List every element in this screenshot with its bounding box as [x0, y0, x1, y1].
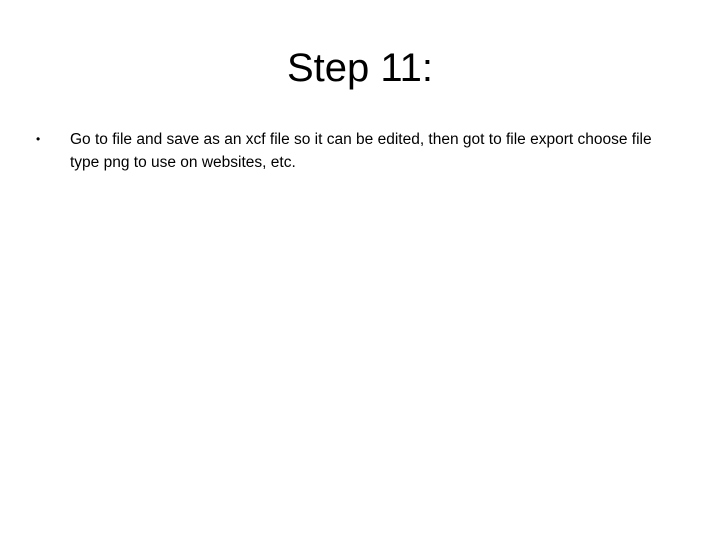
slide-title: Step 11: [286, 46, 434, 90]
bullet-text: Go to file and save as an xcf file so it can be edited, then got to file export choose file type png to use on websites, etc. [70, 131, 652, 171]
bullet-item [36, 128, 684, 174]
bullet-list [36, 128, 684, 174]
bullet-icon: • [36, 132, 41, 146]
